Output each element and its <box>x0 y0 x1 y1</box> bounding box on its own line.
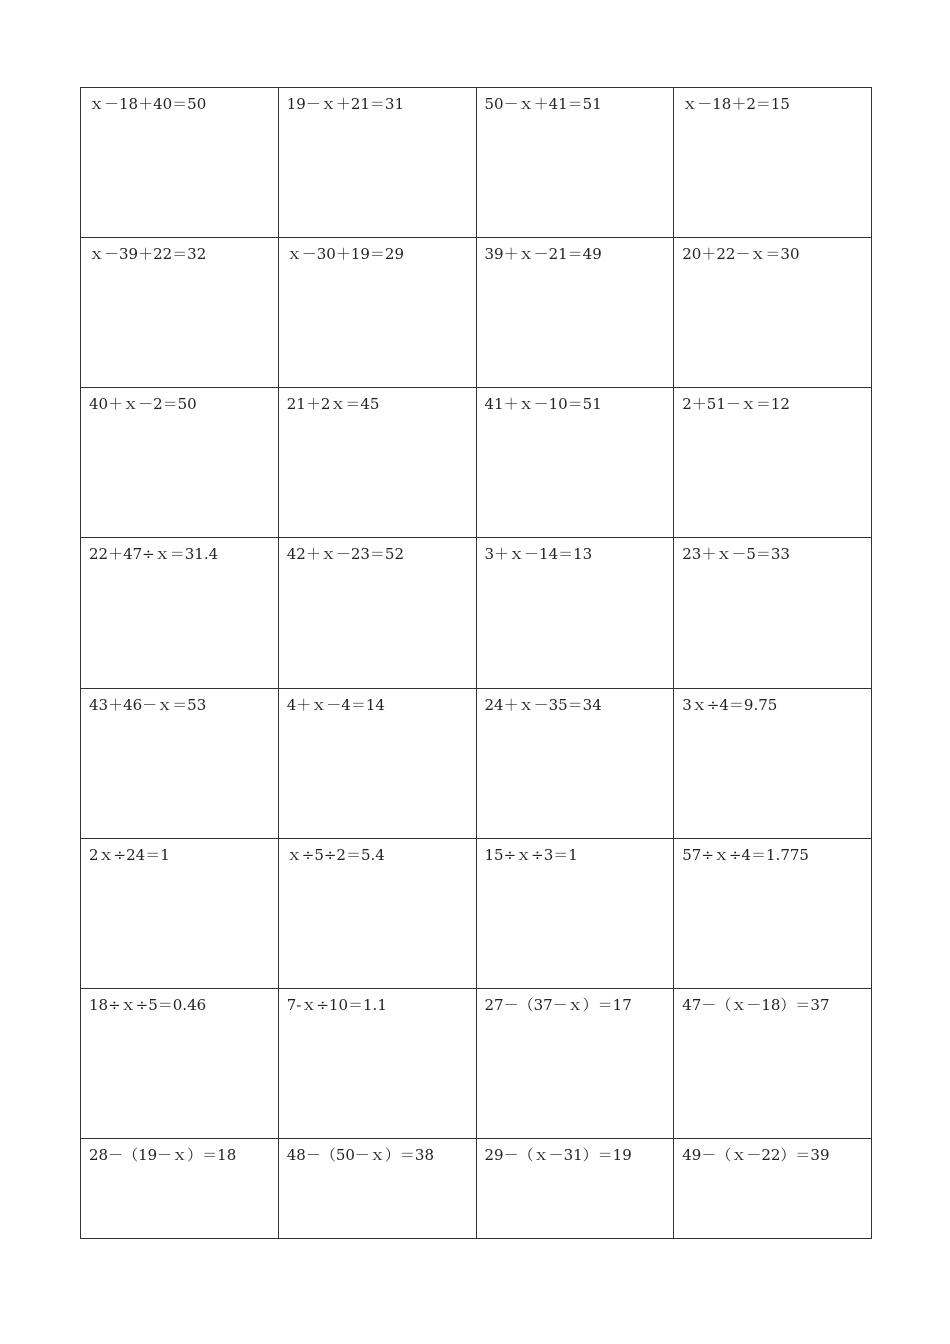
equation-cell: ｘ－18＋40＝50 <box>81 88 279 238</box>
equation-cell: 19－ｘ＋21＝31 <box>278 88 476 238</box>
equation-cell: 20＋22－ｘ＝30 <box>674 238 872 388</box>
worksheet-row <box>81 838 872 988</box>
equation-cell: 3ｘ÷4＝9.75 <box>674 688 872 838</box>
equation-cell: 23＋ｘ－5＝33 <box>674 538 872 688</box>
worksheet-row <box>81 88 872 238</box>
worksheet-row <box>81 388 872 538</box>
equation-cell: 15÷ｘ÷3＝1 <box>476 838 674 988</box>
worksheet-row <box>81 1138 872 1238</box>
equation-cell: 57÷ｘ÷4＝1.775 <box>674 838 872 988</box>
equation-cell: 29－（ｘ－31）＝19 <box>476 1138 674 1238</box>
equation-cell: 40＋ｘ－2＝50 <box>81 388 279 538</box>
equation-cell: 27－（37－ｘ）＝17 <box>476 988 674 1138</box>
equation-cell: ｘ－39＋22＝32 <box>81 238 279 388</box>
equation-cell: 21＋2ｘ＝45 <box>278 388 476 538</box>
equation-cell: 18÷ｘ÷5＝0.46 <box>81 988 279 1138</box>
equation-cell: 43＋46－ｘ＝53 <box>81 688 279 838</box>
equation-cell: 7-ｘ÷10＝1.1 <box>278 988 476 1138</box>
equation-cell: 39＋ｘ－21＝49 <box>476 238 674 388</box>
equation-cell: ｘ－30＋19＝29 <box>278 238 476 388</box>
worksheet-row <box>81 988 872 1138</box>
equation-cell: 41＋ｘ－10＝51 <box>476 388 674 538</box>
equation-cell: 4＋ｘ－4＝14 <box>278 688 476 838</box>
equation-cell: 2ｘ÷24＝1 <box>81 838 279 988</box>
equation-cell: 50－ｘ＋41＝51 <box>476 88 674 238</box>
worksheet-row <box>81 688 872 838</box>
equation-cell: 47－（ｘ－18）＝37 <box>674 988 872 1138</box>
equation-cell: 22＋47÷ｘ＝31.4 <box>81 538 279 688</box>
equation-worksheet-table <box>80 87 872 1239</box>
equation-cell: ｘ÷5÷2＝5.4 <box>278 838 476 988</box>
equation-cell: 28－（19－ｘ）＝18 <box>81 1138 279 1238</box>
equation-cell: 48－（50－ｘ）＝38 <box>278 1138 476 1238</box>
equation-cell: ｘ－18＋2＝15 <box>674 88 872 238</box>
worksheet-row <box>81 538 872 688</box>
equation-cell: 2＋51－ｘ＝12 <box>674 388 872 538</box>
equation-cell: 3＋ｘ－14＝13 <box>476 538 674 688</box>
equation-cell: 49－（ｘ－22）＝39 <box>674 1138 872 1238</box>
equation-cell: 42＋ｘ－23＝52 <box>278 538 476 688</box>
equation-cell: 24＋ｘ－35＝34 <box>476 688 674 838</box>
worksheet-row <box>81 238 872 388</box>
